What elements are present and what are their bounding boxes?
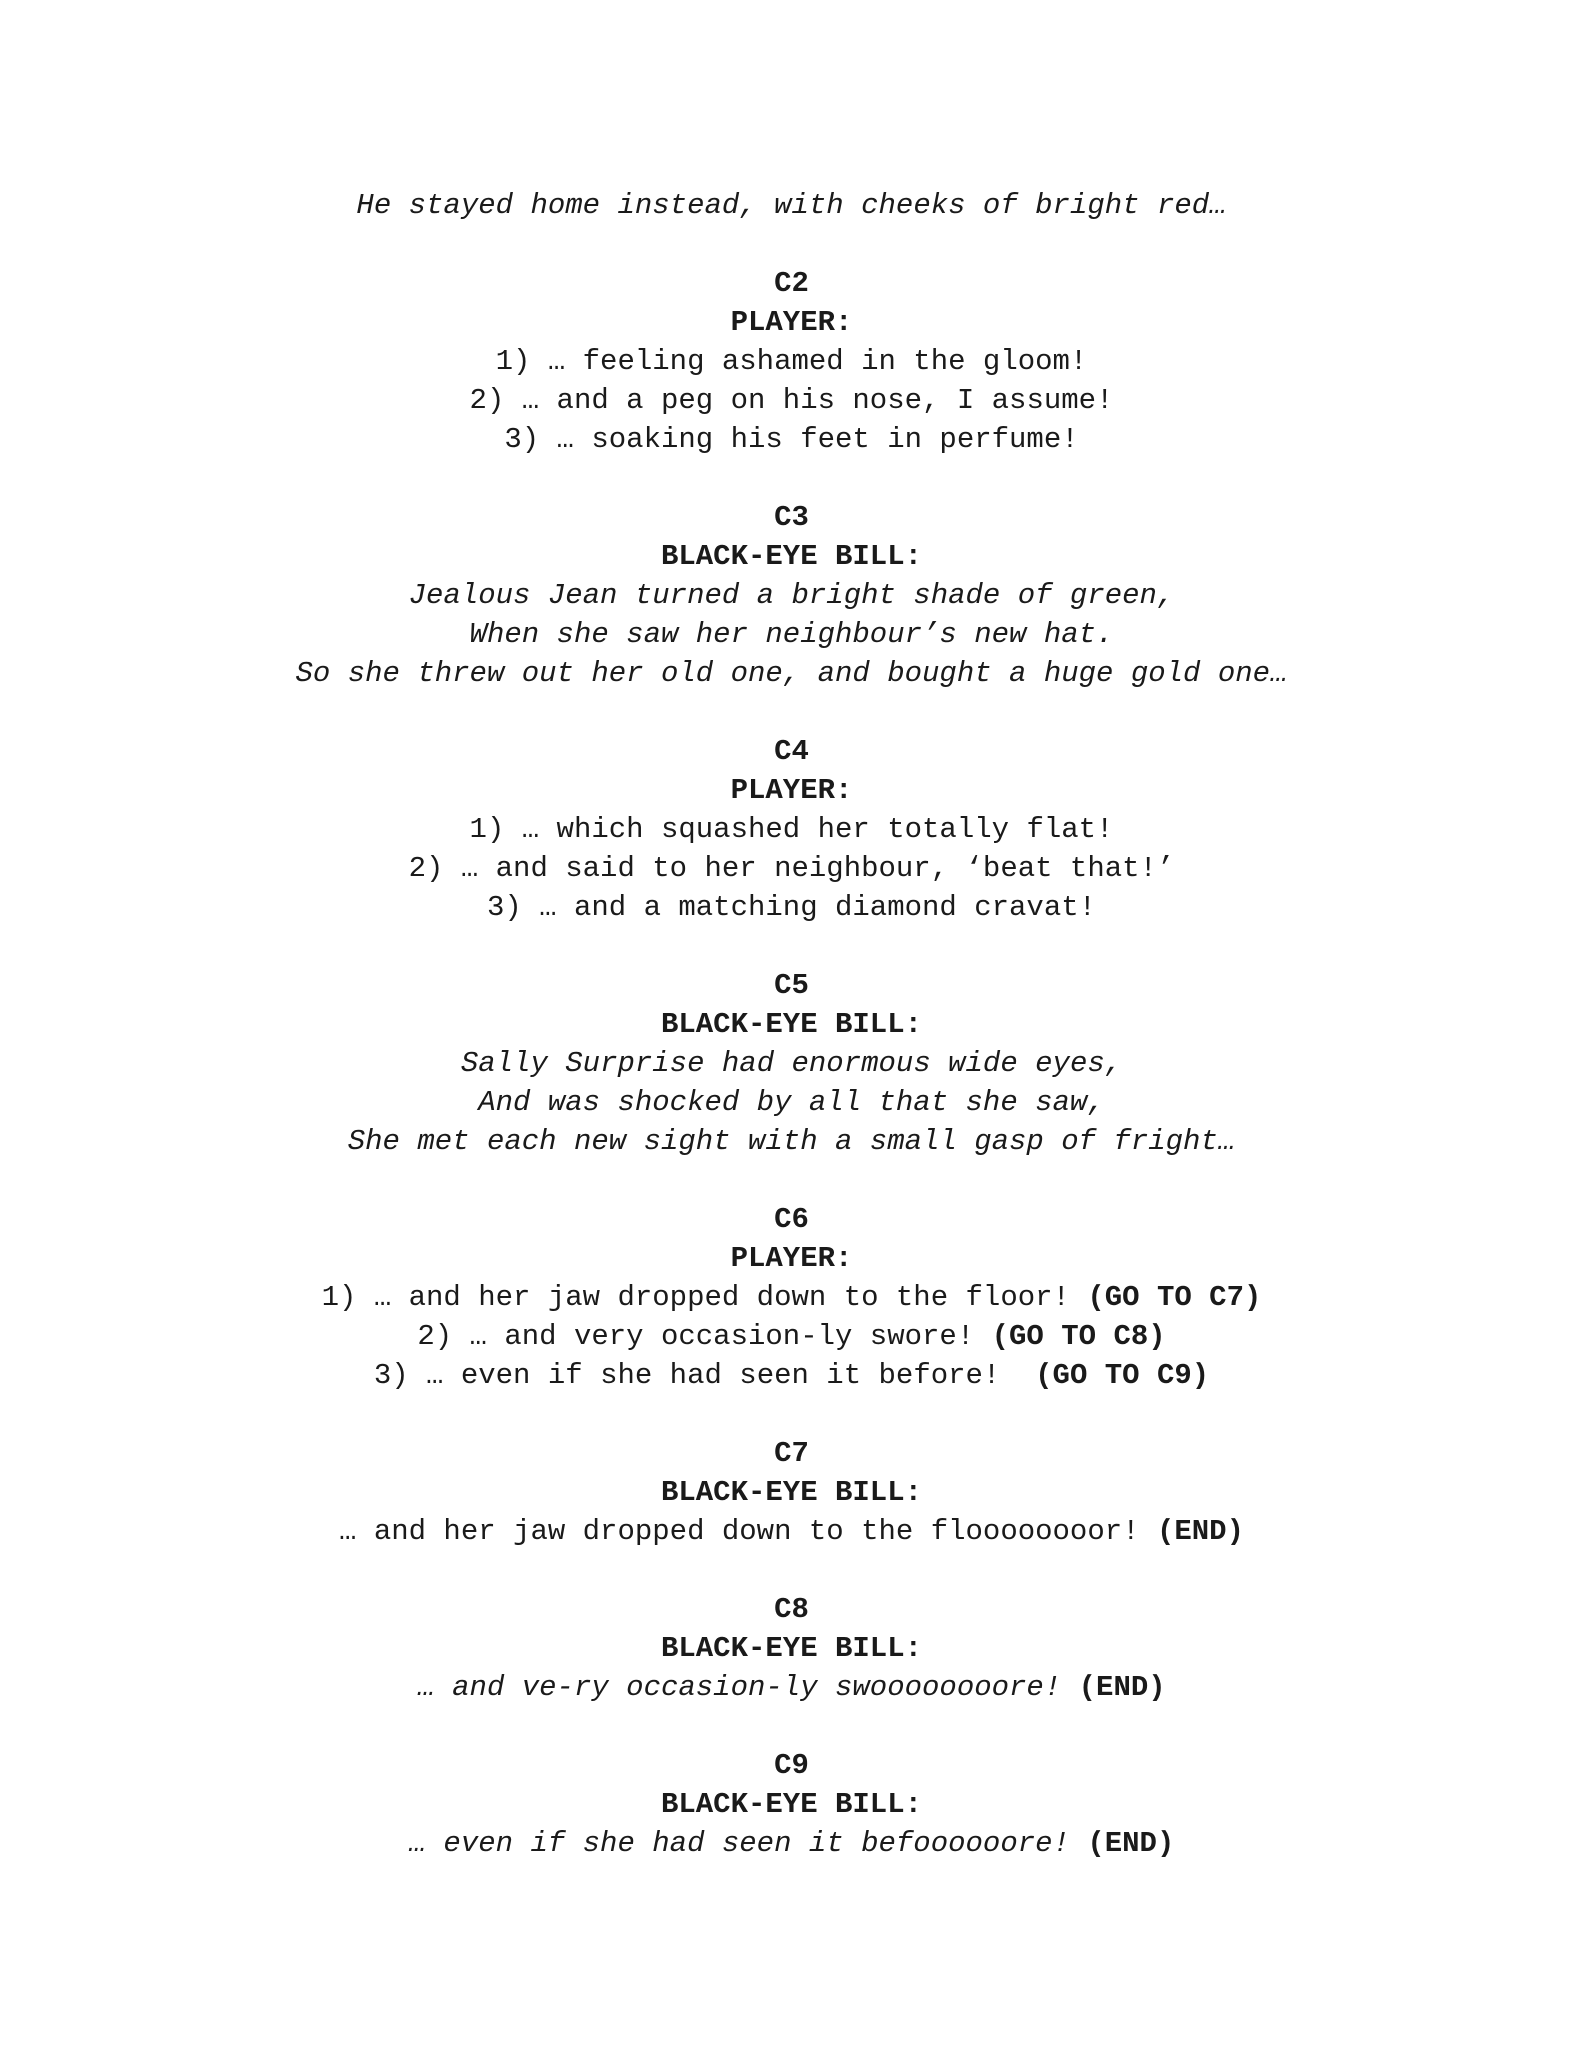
section-code-c5: C5 bbox=[774, 969, 809, 1002]
verse-c5-1: Sally Surprise had enormous wide eyes, bbox=[460, 1047, 1123, 1080]
speaker-c8: BLACK-EYE BILL: bbox=[660, 1632, 923, 1665]
option-c2-3: 3) … soaking his feet in perfume! bbox=[504, 423, 1079, 456]
speaker-c2: PLAYER: bbox=[730, 306, 853, 339]
verse-c5-2: And was shocked by all that she saw, bbox=[478, 1086, 1105, 1119]
section-code-c8: C8 bbox=[774, 1593, 809, 1626]
option-c6-1 bbox=[0, 1278, 1583, 1317]
line-c7 bbox=[0, 1512, 1583, 1551]
line-c8-text: … and ve-ry occasion-ly swoooooooore! bbox=[417, 1671, 1079, 1704]
verse-c3-3: So she threw out her old one, and bought a huge gold one… bbox=[295, 657, 1288, 690]
option-c6-3-text: 3) … even if she had seen it before! bbox=[373, 1359, 1036, 1392]
speaker-c6: PLAYER: bbox=[730, 1242, 853, 1275]
speaker-c7: BLACK-EYE BILL: bbox=[660, 1476, 923, 1509]
section-code-c7: C7 bbox=[774, 1437, 809, 1470]
option-c6-1-text: 1) … and her jaw dropped down to the floor! bbox=[321, 1281, 1088, 1314]
option-c4-3: 3) … and a matching diamond cravat! bbox=[486, 891, 1097, 924]
option-c6-3 bbox=[0, 1356, 1583, 1395]
line-c8 bbox=[0, 1668, 1583, 1707]
option-c2-1: 1) … feeling ashamed in the gloom! bbox=[495, 345, 1088, 378]
section-code-c9: C9 bbox=[774, 1749, 809, 1782]
option-c6-2-text: 2) … and very occasion-ly swore! bbox=[417, 1320, 992, 1353]
section-code-c2: C2 bbox=[774, 267, 809, 300]
goto-c8-label: (GO TO C8) bbox=[991, 1320, 1166, 1353]
line-c9 bbox=[0, 1824, 1583, 1863]
end-label-c9: (END) bbox=[1087, 1827, 1175, 1860]
option-c4-1: 1) … which squashed her totally flat! bbox=[469, 813, 1114, 846]
line-c7-text: … and her jaw dropped down to the floooooooor! bbox=[339, 1515, 1157, 1548]
speaker-c9: BLACK-EYE BILL: bbox=[660, 1788, 923, 1821]
speaker-c3: BLACK-EYE BILL: bbox=[660, 540, 923, 573]
option-c6-2 bbox=[0, 1317, 1583, 1356]
option-c2-2: 2) … and a peg on his nose, I assume! bbox=[469, 384, 1114, 417]
line-c9-text: … even if she had seen it befoooooore! bbox=[408, 1827, 1088, 1860]
speaker-c4: PLAYER: bbox=[730, 774, 853, 807]
intro-line: He stayed home instead, with cheeks of bright red… bbox=[356, 189, 1227, 222]
option-c4-2: 2) … and said to her neighbour, ‘beat that!’ bbox=[408, 852, 1175, 885]
verse-c3-1: Jealous Jean turned a bright shade of green, bbox=[408, 579, 1175, 612]
speaker-c5: BLACK-EYE BILL: bbox=[660, 1008, 923, 1041]
section-code-c3: C3 bbox=[774, 501, 809, 534]
section-code-c6: C6 bbox=[774, 1203, 809, 1236]
end-label-c7: (END) bbox=[1156, 1515, 1244, 1548]
section-code-c4: C4 bbox=[774, 735, 809, 768]
goto-c7-label: (GO TO C7) bbox=[1087, 1281, 1262, 1314]
verse-c3-2: When she saw her neighbour’s new hat. bbox=[469, 618, 1114, 651]
goto-c9-label: (GO TO C9) bbox=[1035, 1359, 1210, 1392]
end-label-c8: (END) bbox=[1078, 1671, 1166, 1704]
verse-c5-3: She met each new sight with a small gasp of fright… bbox=[347, 1125, 1236, 1158]
